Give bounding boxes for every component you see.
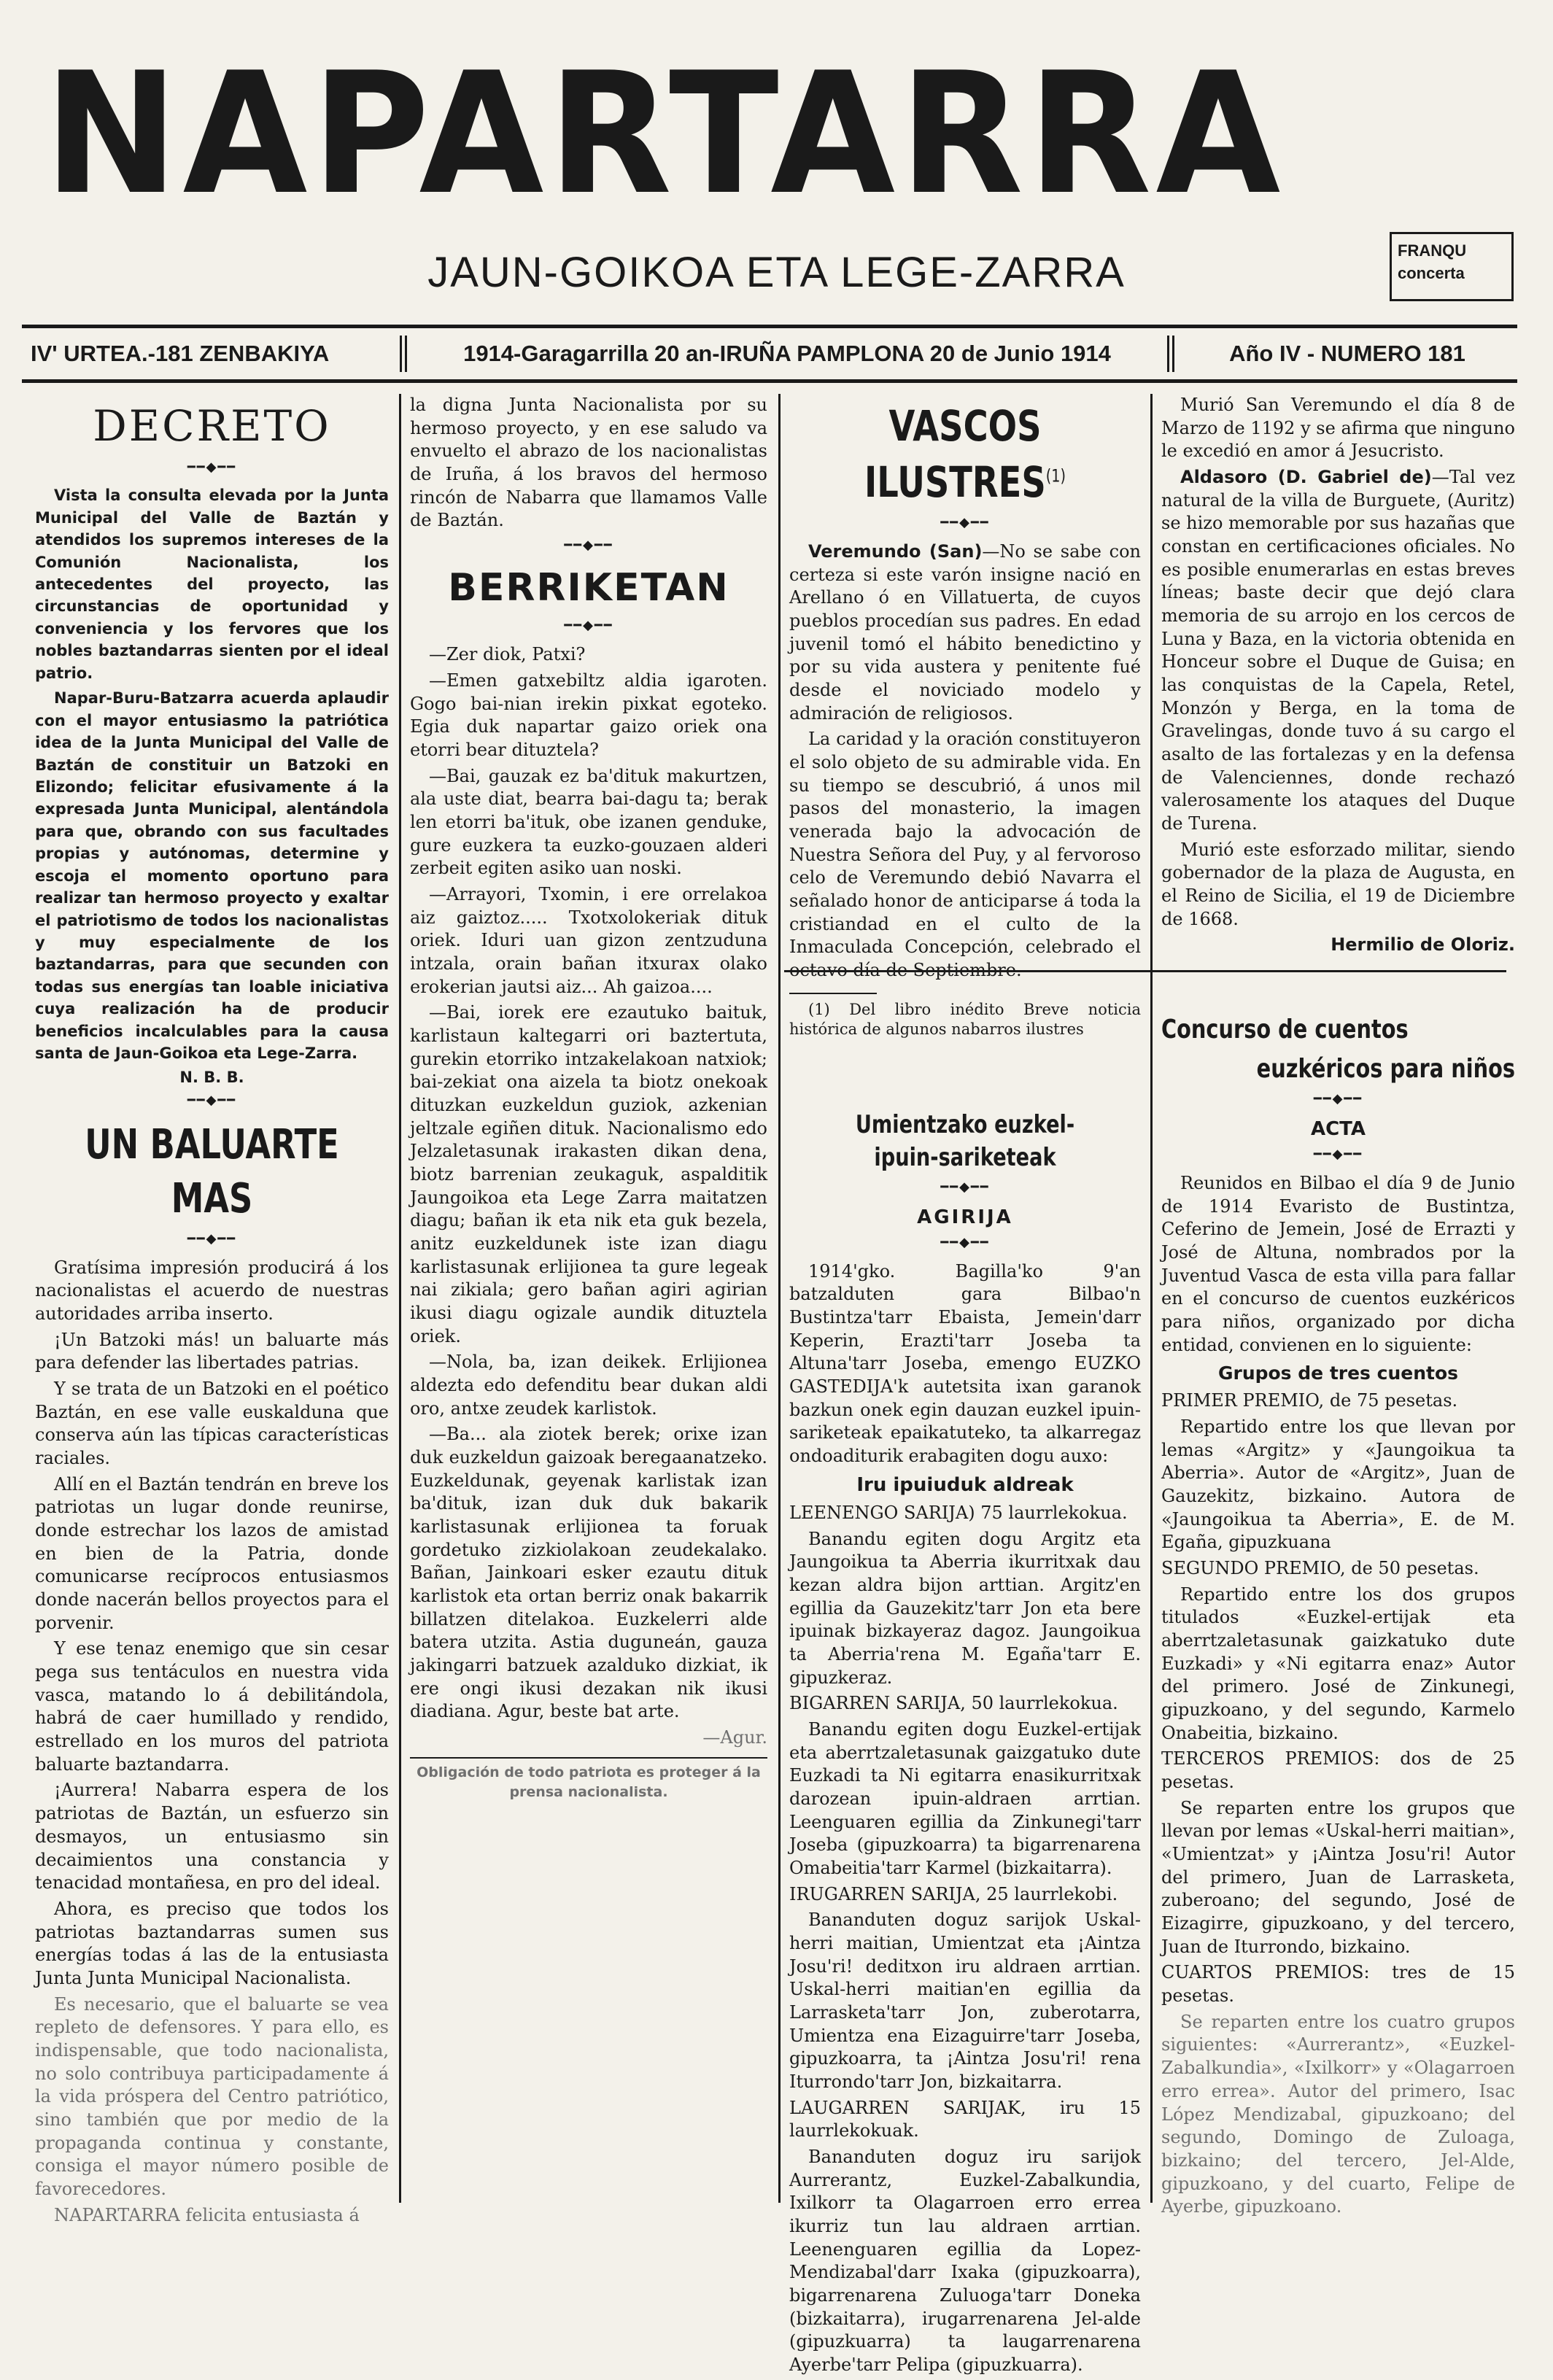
article-paragraph: ¡Un Batzoki más! un baluarte más para defender las libertades patrias. xyxy=(35,1329,389,1373)
article-paragraph: Ahora, es preciso que todos los patriotas baztandarras sumen sus energías todas á las de la entusiasta Junta Junta Municipal Nacionalista. xyxy=(35,1898,389,1988)
article-paragraph: Allí en el Baztán tendrán en breve los patriotas un lugar donde reunirse, donde estrechar los lazos de amistad en bien de la Patria, donde comunicarse recíprocos entusiasmos donde nacerán bellos proyectos para el porvenir. xyxy=(35,1473,389,1633)
dateline-bar xyxy=(22,325,1517,383)
dateline-date: 1914-Garagarrilla 20 an-IRUÑA PAMPLONA 20 de Junio 1914 xyxy=(463,341,1111,366)
biography-text: —No se sabe con certeza si este varón insigne nació en Arellano ó en Villatuerta, de cuyos pueblos procedían sus padres. En edad juvenil tomó el hábito benedictino y por su vida austera y penitente fué desde el noviciado modelo y admiración de religiosos. xyxy=(789,540,1141,724)
ornament: ━━◆━━ xyxy=(564,618,613,634)
prize-line: LEENENGO SARIJA) 75 laurrlekokua. xyxy=(789,1502,1128,1523)
column-rule xyxy=(1150,394,1153,2203)
vascos-heading-text: VASCOS ILUSTRES xyxy=(864,401,1046,507)
article-paragraph: La caridad y la oración constituyeron el solo objeto de su admirable vida. En su tiempo se descubrió, á unos mil pasos del monasterio, la imagen venerada bajo la advocación de Nuestra Señora del Puy, y al fervoroso celo de Veremundo debió Navarra el señalado honor de anticiparse á toda la cristiandad en el culto de la Inmaculada Concepción, celebrado el octavo día de Septiembre. xyxy=(789,729,1141,980)
berriketan-heading: BERRIKETAN xyxy=(448,565,729,610)
column-rule xyxy=(399,394,401,2203)
column-1 xyxy=(35,394,389,2230)
baluarte-heading: UN BALUARTE MAS xyxy=(85,1121,339,1223)
footnote: (1) Del libro inédito Breve noticia histórica de algunos nabarros ilustres xyxy=(789,1000,1141,1039)
article-paragraph: la digna Junta Nacionalista por su hermoso proyecto, y en ese saludo va envuelto el abrazo de los nacionalistas de Iruña, á los bravos del hermoso rincón de Nabarra que llamamos Valle de Baztán. xyxy=(410,395,767,531)
dialogue-line: —Bai, gauzak ez ba'dituk makurtzen, ala uste diat, bearra bai-dagu ta; berak len etorri ba'ituk, obe izanen genduke, gure euzkera ta euzko-gouzaen alderi zerbeit egiten asiko uan noski. xyxy=(410,765,767,879)
agirija-heading: AGIRIJA xyxy=(917,1206,1013,1228)
article-signature: Hermilio de Oloriz. xyxy=(1331,934,1515,956)
dialogue-line: —Zer diok, Patxi? xyxy=(429,644,586,665)
prize-line: TERCEROS PREMIOS: dos de 25 pesetas. xyxy=(1161,1748,1515,1793)
article-paragraph: 1914'gko. Bagilla'ko 9'an batzalduten gara Bilbao'n Bustintza'tarr Ebaista, Jemein'darr Keperin, Erazti'tarr Joseba ta Altuna'tarr Joseba, emengo EUZKO GASTEDIJA'k autetsita ixan garanok bazkun onek egin dauzan euzkel ipuin-sariketeak epaikatuteko, ta alkarregaz ondoaditurik erabagiten dogu auxo: xyxy=(789,1260,1141,1466)
ornament: ━━◆━━ xyxy=(1313,1147,1363,1163)
dialogue-line: —Ba... ala ziotek berek; orixe izan duk euzkeldun gaizoak beregaanatzeko. Euzkeldunak, geyenak karlistak izan ba'dituk, izan duk duk bakarik karlistasunak erlijionea ta foruak gordetuko zizkiolakoan zeudekalako. Bañan, Jainkoari esker ezautu dituk karlistok eta ortan berriz onak bakarrik billatzen ditelakoa. Euzkelerri alde batera utzita. Astia duguneán, gauza jakingarri batzuek azalduko dizkiat, ik ere ongi ikusi dezakan nik ikusi diadiana. Agur, beste bat arte. xyxy=(410,1424,767,1722)
biography-name: Veremundo (San) xyxy=(808,540,983,562)
franqueo-box: FRANQU concerta xyxy=(1390,232,1514,301)
article-paragraph: Se reparten entre los cuatro grupos siguientes: «Aurrerantz», «Euzkel-Zabalkundia», «Ixilkorr» y «Olagarroen erro errea». Autor del primero, Isac López Mendizabal, gipuzkoano; del segundo, Domingo de Zuloaga, bizkaino; del tercero, Jel-Alde, gipuzkoano, y del cuarto, Felipe de Ayerbe, gipuzkoano. xyxy=(1161,2011,1515,2217)
article-paragraph: Se reparten entre los grupos que llevan por lemas «Uskal-herri maitian», «Umientzat» y ¡Aintza Josu'ri! Autor del primero, Juan de Larrasketa, zuberoano; del segundo, José de Eizagirre, gipuzkoano, y del tercero, Juan de Iturrondo, bizkaino. xyxy=(1161,1797,1515,1957)
article-paragraph: Banandu egiten dogu Argitz eta Jaungoikua ta Aberria ikurritxak dau kezan aldra bijon arttian. Argitz'en egillia da Gauzekitz'tarr Jon eta bere ipuinak bizkayeraz dagoz. Jaungoikua ta Aberria'rena M. Egaña'tarr E. gipuzkeraz. xyxy=(789,1528,1141,1688)
concurso-heading-line1: Concurso de cuentos xyxy=(1161,1015,1409,1045)
decreto-paragraph: Vista la consulta elevada por la Junta Municipal del Valle de Baztán y atendidos los supremos intereses de la Comunión Nacionalista, los antecedentes del proyecto, las circunstancias de oportunidad y conveniencia y los fervores que los nobles baztandarras sienten por el ideal patrio. xyxy=(35,487,389,682)
dialogue-line: —Nola, ba, izan deikek. Erlijionea aldezta edo defenditu bear dukan aldi oro, antxe zeudek karlistok. xyxy=(410,1352,767,1419)
article-paragraph: Bananduten doguz iru sarijok Aurrerantz, Euzkel-Zabalkundia, Ixilkorr ta Olagarroen erro errea ikurriz tun lau aldraen arrtian. Leenenguaren egillia da Lopez-Mendizabal'darr Ixaka (gipuzkoarra), bigarrenarena Zuluoga'tarr Doneka (bizkaitarra), irugarrenarena Jel-alde (gipuzkuarra) ta laugarrenarena Ayerbe'tarr Pelipa (gipuzkuarra). xyxy=(789,2147,1141,2376)
dialogue-line: —Bai, iorek ere ezautuko baituk, karlistaun kaltegarri ori baztertuta, gurekin etorriko intzakelakoan natxiok; bai-zekiat ona aizela ta biotz onekoak dituzkan euzkeldun guziok, azkenian jeltzale egiñen dituk. Nacionalismo edo Jelzaletasunak irakasten dikan dena, biotz barrenian zeukaguk, aspalditik Jaungoikoa eta Lege Zarra maitatzen diagu; bañan ik eta nik eta guk bezela, anitz euzkeldunek iste izan diagu karlistasunak erlijionea ta gure legeak nai zikiala; gero bañan agiri agirian ikusi diagu ogizale aundik dituztela oriek. xyxy=(410,1002,767,1346)
biography-text: —Tal vez natural de la villa de Burguete, (Auritz) se hizo memorable por sus hazañas que constan en certificaciones oficiales. No es posible enumerarlas en estas breves líneas; baste decir que dejó clara memoria de su arrojo en los cercos de Luna y Baza, en la victoria obtenida en Honceur sobre el Duque de Guisa; en las conquistas de la Capela, Retel, Monzón y Berga, en la toma de Gravelingas, donde tuvo á su cargo el asalto de las fortalezas y en la defensa de Valenciennes, donde rechazó valerosamente los ataques del Duque de Turena. xyxy=(1161,467,1515,834)
newspaper-motto: JAUN-GOIKOA ETA LEGE-ZARRA xyxy=(427,249,1126,296)
decreto-heading: DECRETO xyxy=(93,401,331,451)
prize-line: LAUGARREN SARIJAK, iru 15 laurrlekokuak. xyxy=(789,2097,1141,2141)
article-paragraph: ¡Aurrera! Nabarra espera de los patriotas de Baztán, un esfuerzo sin desmayos, un entusiasmo sin decaimientos una constancia y tenacidad montañesa, en pro del ideal. xyxy=(35,1780,389,1893)
dialogue-line: —Arrayori, Txomin, i ere orrelakoa aiz gaiztoz..... Txotxolokeriak dituk oriek. Iduri uan gizon zentzuduna intzala, orain bañan itxurax olako erokerian jautsi aiz... Ah gaizoa.... xyxy=(410,883,767,997)
column-3 xyxy=(789,394,1141,2380)
ornament: ━━◆━━ xyxy=(1313,1091,1363,1107)
vascos-heading xyxy=(824,398,1106,510)
ornament: ━━◆━━ xyxy=(564,538,613,554)
agirija-subheading: Iru ipuiuduk aldreak xyxy=(856,1473,1074,1496)
article-paragraph: Repartido entre los dos grupos titulados «Euzkel-ertijak eta aberrtzaletasunak gaizkatuko dute Euzkadi» y «Ni egitarra enaz» Autor del primero. José de Zinkunegi, gipuzkoano, y del segundo, Karmelo Onabeitia, bizkaino. xyxy=(1161,1584,1515,1743)
acta-subheading: Grupos de tres cuentos xyxy=(1217,1363,1459,1384)
prize-line: IRUGARREN SARIJA, 25 laurrlekobi. xyxy=(789,1883,1118,1904)
ornament: ━━◆━━ xyxy=(187,1093,237,1109)
prize-line: SEGUNDO PREMIO, de 50 pesetas. xyxy=(1161,1558,1479,1579)
ornament: ━━◆━━ xyxy=(940,515,990,531)
ornament: ━━◆━━ xyxy=(187,459,237,475)
dateline-issue-basque: IV' URTEA.-181 ZENBAKIYA xyxy=(31,341,330,366)
prize-line: BIGARREN SARIJA, 50 laurrlekokua. xyxy=(789,1693,1118,1714)
masthead xyxy=(29,36,1517,232)
article-paragraph: Gratísima impresión producirá á los nacionalistas el acuerdo de nuestras autoridades arriba inserto. xyxy=(35,1257,389,1325)
umientzako-heading: Umientzako euzkel-ipuin-sariketeak xyxy=(855,1110,1075,1172)
decreto-signature: N. B. B. xyxy=(179,1068,244,1086)
column-2 xyxy=(410,394,767,1803)
article-paragraph: Y ese tenaz enemigo que sin cesar pega sus tentáculos en nuestra vida vasca, matando lo á debilitándola, habrá de caer humillado y rendido, estrellado en los muros del patriota baluarte baztandarra. xyxy=(35,1638,389,1775)
decreto-paragraph: Napar-Buru-Batzarra acuerda aplaudir con el mayor entusiasmo la patriótica idea de la Junta Municipal del Valle de Baztán de constituir un Batzoki en Elizondo; felicitar efusivamente á la expresada Junta Municipal, alentándola para que, obrando con sus facultades propias y autónomas, determine y escoja el momento oportuno para realizar tan hermoso proyecto y exaltar el patriotismo de todos los nacionalistas y muy especialmente de los baztandarras, para que secunden con todas sus energías tan loable iniciativa cuya realización ha de producir beneficios incalculables para la causa santa de Jaun-Goikoa eta Lege-Zarra. xyxy=(35,689,389,1063)
article-paragraph xyxy=(1161,466,1515,836)
article-paragraph: Murió San Veremundo el día 8 de Marzo de 1192 y se afirma que ninguno le excedió en amor á Jesucristo. xyxy=(1161,395,1515,462)
article-paragraph: Banandu egiten dogu Euzkel-ertijak eta aberrtzaletasunak gaizgatuko dute Euzkadi ta Ni egitarra enasikurritxak darozean ipuin-aldraen arrtian. Leenguaren egillia da Zinkunegi'tarr Joseba (gipuzkoarra) ta bigarrenarena Omabeitia'tarr Karmel (bizkaitarra). xyxy=(789,1719,1141,1879)
column-rule xyxy=(778,394,781,2203)
concurso-heading-line2: euzkéricos para niños xyxy=(1256,1053,1515,1084)
article-paragraph: Bananduten doguz sarijok Uskal-herri maitian, Umientzat eta ¡Aintza Josu'ri! deditxon iru aldraen arrtian. Uskal-herri maitian'en egillia da Larrasketa'tarr Jon, zuberotarra, Umientza ena Eizaguirre'tarr Joseba, gipuzkoarra, ta ¡Aintza Josu'ri! rena Iturrondo'tarr Jon, bizkaitarra. xyxy=(789,1910,1141,2093)
article-paragraph: Repartido entre los que llevan por lemas «Argitz» y «Jaungoikua ta Aberria». Autor de «Argitz», Juan de Gauzekitz, bizkaino. Autora de «Jaungoikua ta Aberria», E. de M. Egaña, gipuzkuana xyxy=(1161,1416,1515,1553)
ornament: ━━◆━━ xyxy=(940,1179,990,1195)
prize-line: PRIMER PREMIO, de 75 pesetas. xyxy=(1161,1390,1458,1411)
ornament: ━━◆━━ xyxy=(187,1230,237,1247)
acta-heading: ACTA xyxy=(1310,1117,1366,1140)
article-paragraph xyxy=(789,540,1141,725)
prize-line: CUARTOS PREMIOS: tres de 15 pesetas. xyxy=(1161,1962,1515,2007)
newspaper-title: NAPARTARRA xyxy=(44,37,1285,232)
article-paragraph: Y se trata de un Batzoki en el poético Baztán, en ese valle euskalduna que conserva aún las típicas características raciales. xyxy=(35,1379,389,1469)
article-paragraph: Murió este esforzado militar, siendo gobernador de la plaza de Augusta, en el Reino de Sicilia, el 19 de Diciembre de 1668. xyxy=(1161,839,1515,929)
dialogue-line: —Agur. xyxy=(702,1727,767,1748)
article-paragraph: Reunidos en Bilbao el día 9 de Junio de 1914 Evaristo de Bustintza, Ceferino de Jemein, José de Errazti y José de Altuna, nombrados por la Juventud Vasca de esta villa para fallar en el concurso de cuentos euzkéricos para niños, organizado por dicha entidad, convienen en lo siguiente: xyxy=(1161,1172,1515,1355)
footnote-ref: (1) xyxy=(1045,465,1066,487)
dialogue-line: —Emen gatxebiltz aldia igaroten. Gogo bai-nian irekin pixkat egoteko. Egia duk napartar gaizo oriek ona etorri bear dituztela? xyxy=(410,670,767,760)
column-4 xyxy=(1161,394,1515,2222)
ornament: ━━◆━━ xyxy=(940,1234,990,1250)
biography-name: Aldasoro (D. Gabriel de) xyxy=(1180,467,1432,488)
dateline-issue-spanish: Año IV - NUMERO 181 xyxy=(1229,341,1465,366)
article-paragraph: Es necesario, que el baluarte se vea repleto de defensores. Y para ello, es indispensable, que todo nacionalista, no solo contribuya participadamente á la vida próspera del Centro patriótico, sino también que por medio de la propaganda continua y constante, consiga el mayor número posible de favorecedores. xyxy=(35,1993,389,2199)
footer-note: Obligación de todo patriota es proteger á la prensa nacionalista. xyxy=(417,1764,761,1801)
article-paragraph: NAPARTARRA felicita entusiasta á xyxy=(54,2204,360,2225)
